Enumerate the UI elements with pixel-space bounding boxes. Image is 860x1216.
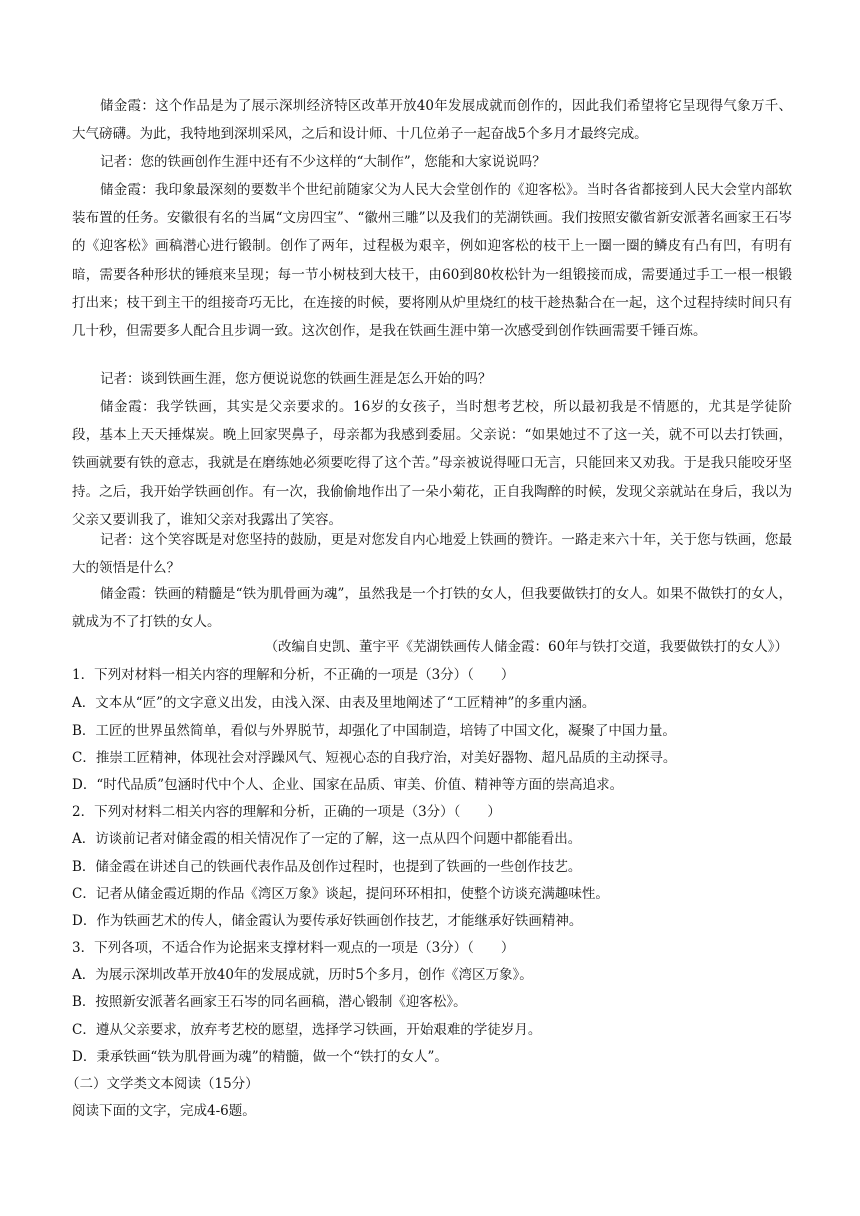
question-2-option-a: A．访谈前记者对储金霞的相关情况作了一定的了解，这一点从四个问题中都能看出。 (72, 831, 582, 847)
question-paragraph-2: 记者：您的铁画创作生涯中还有不少这样的“大制作”，您能和大家说说吗？ (100, 154, 546, 170)
answer-paragraph-1: 储金霞：这个作品是为了展示深圳经济特区改革开放40年发展成就而创作的，因此我们希望将它呈现得气象万千、大气磅礴。为此，我特地到深圳采风，之后和设计师、十几位弟子一起奋战5个多月才最终完成。 (72, 98, 792, 143)
question-3-option-b: B．按照新安派著名画家王石岑的同名画稿，潜心锻制《迎客松》。 (72, 994, 467, 1010)
answer-paragraph-3: 储金霞：我印象最深刻的要数半个世纪前随家父为人民大会堂创作的《迎客松》。当时各省都接到人民大会堂内部软装布置的任务。安徽很有名的当属“文房四宝”、“徽州三雕”以及我们的芜湖铁画。我们按照安徽省新安派著名画家王石岑的《迎客松》画稿潜心进行锻制。创作了两年，过程极为艰辛，例如迎客松的枝干上一圈一圈的鳞皮有凸有凹，有明有暗，需要各种形状的锤痕来呈现；每一节小树枝到大枝干，由60到80枚松针为一组锻接而成，需要通过手工一根一根锻打出来；枝干到主干的组接奇巧无比，在连接的时候，要将刚从炉里烧红的枝干趁热黏合在一起，这个过程持续时间只有几十秒，但需要多人配合且步调一致。这次创作，是我在铁画生涯中第一次感受到创作铁画需要千锤百炼。 (72, 182, 792, 340)
question-1-option-d: D．“时代品质”包涵时代中个人、企业、国家在品质、审美、价值、精神等方面的崇高追求。 (72, 777, 624, 793)
question-2-option-b: B．储金霞在讲述自己的铁画代表作品及创作过程时，也提到了铁画的一些创作技艺。 (72, 859, 582, 875)
question-paragraph-6: 记者：这个笑容既是对您坚持的鼓励，更是对您发自内心地爱上铁画的赞许。一路走来六十年，关于您与铁画，您最大的领悟是什么？ (72, 532, 792, 577)
question-3-stem: 3．下列各项，不适合作为论据来支撑材料一观点的一项是（3分）（ ） (72, 940, 515, 956)
question-1-option-a: A．文本从“匠”的文字意义出发，由浅入深、由表及里地阐述了“工匠精神”的多重内涵。 (72, 695, 596, 711)
question-3-option-c: C．遵从父亲要求，放弃考艺校的愿望，选择学习铁画，开始艰难的学徒岁月。 (72, 1022, 542, 1038)
question-2-option-d: D．作为铁画艺术的传人，储金霞认为要传承好铁画创作技艺，才能继承好铁画精神。 (72, 913, 583, 929)
section-2-heading: （二）文学类文本阅读（15分） (66, 1076, 259, 1092)
question-1-stem: 1．下列对材料一相关内容的理解和分析，不正确的一项是（3分）（ ） (72, 667, 515, 683)
question-paragraph-4: 记者：谈到铁画生涯，您方便说说您的铁画生涯是怎么开始的吗？ (100, 371, 492, 387)
answer-paragraph-7: 储金霞：铁画的精髓是“铁为肌骨画为魂”，虽然我是一个打铁的女人，但我要做铁打的女人。如果不做铁打的女人，就成为不了打铁的女人。 (72, 586, 792, 631)
question-1-option-c: C．推崇工匠精神，体现社会对浮躁风气、短视心态的自我疗治，对美好器物、超凡品质的主动探寻。 (72, 750, 677, 766)
section-2-instruction: 阅读下面的文字，完成4-6题。 (72, 1103, 256, 1119)
answer-paragraph-5: 储金霞：我学铁画，其实是父亲要求的。16岁的女孩子，当时想考艺校，所以最初我是不情愿的，尤其是学徒阶段，基本上天天捶煤炭。晚上回家哭鼻子，母亲都为我感到委屈。父亲说：“如果她过不了这一关，就不可以去打铁画，铁画就要有铁的意志，我就是在磨练她必须要吃得了这个苦。”母亲被说得哑口无言，只能回来又劝我。于是我只能咬牙坚持。之后，我开始学铁画创作。有一次，我偷偷地作出了一朵小菊花，正自我陶醉的时候，发现父亲就站在身后，我以为父亲又要训我了，谁知父亲对我露出了笑容。 (72, 399, 792, 528)
question-2-stem: 2．下列对材料二相关内容的理解和分析，正确的一项是（3分）（ ） (72, 804, 501, 820)
question-3-option-a: A．为展示深圳改革开放40年的发展成就，历时5个多月，创作《湾区万象》。 (72, 967, 533, 983)
question-2-option-c: C．记者从储金霞近期的作品《湾区万象》谈起，提问环环相扣，使整个访谈充满趣味性。 (72, 886, 609, 902)
source-citation: （改编自史凯、董宇平《芜湖铁画传人储金霞：60年与铁打交道，我要做铁打的女人》） (264, 639, 788, 655)
question-1-option-b: B．工匠的世界虽然简单，看似与外界脱节，却强化了中国制造，培铸了中国文化，凝聚了中国力量。 (72, 723, 676, 739)
question-3-option-d: D．秉承铁画“铁为肌骨画为魂”的精髓，做一个“铁打的女人”。 (72, 1049, 448, 1065)
